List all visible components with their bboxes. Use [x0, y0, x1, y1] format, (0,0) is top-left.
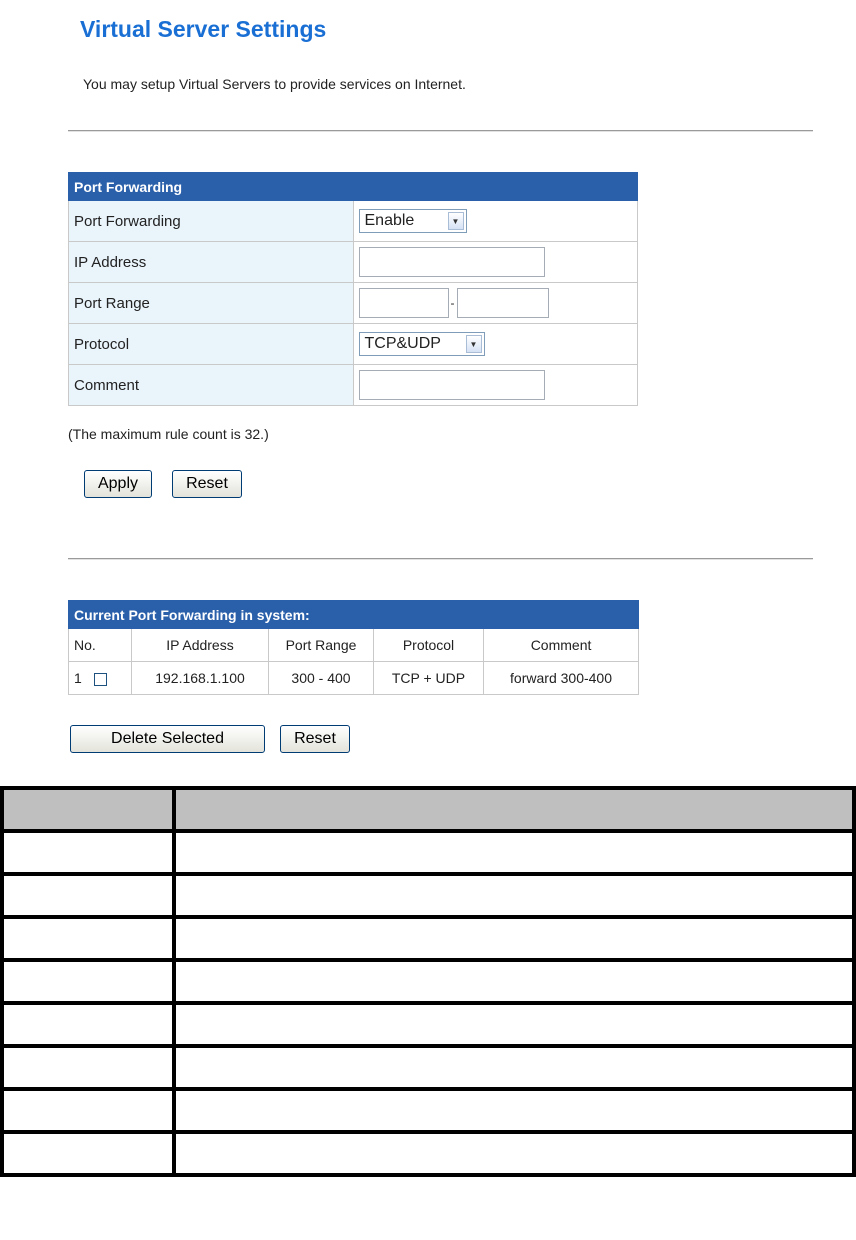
- grid-row: [2, 831, 854, 874]
- port-range-to-input[interactable]: [457, 288, 549, 318]
- chevron-down-icon[interactable]: ▼: [466, 335, 482, 353]
- row-port-forwarding: [69, 201, 638, 242]
- port-range-label: Port Range: [69, 283, 354, 324]
- grid-row: [2, 917, 854, 960]
- grid-header-row: [2, 788, 854, 831]
- column-header-no: No.: [69, 629, 132, 662]
- grid-row: [2, 1003, 854, 1046]
- port-forwarding-table: [68, 172, 638, 406]
- row-ip-address: [69, 242, 638, 283]
- port-forwarding-label: Port Forwarding: [69, 201, 354, 242]
- grid-row: [2, 874, 854, 917]
- grid-row: [2, 1046, 854, 1089]
- row-protocol: [69, 324, 638, 365]
- column-headers: [69, 629, 639, 662]
- table-row: [69, 662, 639, 695]
- grid-cell: [2, 917, 174, 960]
- column-header-comment: Comment: [484, 629, 639, 662]
- grid-cell: [174, 1132, 854, 1175]
- port-range-separator: -: [450, 296, 455, 310]
- row-port-range: 300 - 400: [269, 662, 374, 695]
- current-port-forwarding-table: [68, 600, 639, 695]
- grid-cell: [174, 1089, 854, 1132]
- chevron-down-icon[interactable]: ▼: [448, 212, 464, 230]
- protocol-label: Protocol: [69, 324, 354, 365]
- row-comment: forward 300-400: [484, 662, 639, 695]
- grid-cell: [2, 1046, 174, 1089]
- row-ip-address: 192.168.1.100: [132, 662, 269, 695]
- row-select-checkbox[interactable]: [94, 673, 107, 686]
- column-header-ip-address: IP Address: [132, 629, 269, 662]
- row-comment: [69, 365, 638, 406]
- port-forwarding-select[interactable]: [359, 209, 467, 233]
- grid-cell: [2, 1003, 174, 1046]
- grid-cell: [174, 1046, 854, 1089]
- description-grid: [0, 786, 856, 1177]
- grid-cell: [2, 831, 174, 874]
- grid-cell: [2, 874, 174, 917]
- port-range-from-input[interactable]: [359, 288, 449, 318]
- row-port-range: [69, 283, 638, 324]
- grid-cell: [174, 831, 854, 874]
- ip-address-label: IP Address: [69, 242, 354, 283]
- grid-cell: [174, 960, 854, 1003]
- port-forwarding-header: Port Forwarding: [69, 173, 638, 201]
- current-table-header: Current Port Forwarding in system:: [69, 601, 639, 629]
- grid-row: [2, 960, 854, 1003]
- apply-button[interactable]: Apply: [84, 470, 152, 498]
- grid-cell: [2, 1089, 174, 1132]
- grid-cell: [2, 960, 174, 1003]
- ip-address-input[interactable]: [359, 247, 545, 277]
- divider-middle: [68, 558, 813, 560]
- protocol-select-value: TCP&UDP: [364, 335, 441, 352]
- grid-header-cell: [174, 788, 854, 831]
- protocol-select[interactable]: [359, 332, 485, 356]
- row-number: 1: [74, 670, 82, 686]
- reset-button[interactable]: Reset: [172, 470, 242, 498]
- column-header-port-range: Port Range: [269, 629, 374, 662]
- row-protocol: TCP + UDP: [374, 662, 484, 695]
- grid-cell: [174, 917, 854, 960]
- grid-cell: [2, 1132, 174, 1175]
- comment-input[interactable]: [359, 370, 545, 400]
- delete-selected-button[interactable]: Delete Selected: [70, 725, 265, 753]
- grid-row: [2, 1089, 854, 1132]
- comment-label: Comment: [69, 365, 354, 406]
- grid-header-cell: [2, 788, 174, 831]
- page-description: You may setup Virtual Servers to provide services on Internet.: [83, 76, 466, 92]
- grid-cell: [174, 1003, 854, 1046]
- max-rule-note: (The maximum rule count is 32.): [68, 426, 269, 442]
- column-header-protocol: Protocol: [374, 629, 484, 662]
- divider-top: [68, 130, 813, 132]
- grid-row: [2, 1132, 854, 1175]
- reset-list-button[interactable]: Reset: [280, 725, 350, 753]
- port-forwarding-select-value: Enable: [364, 212, 415, 229]
- grid-cell: [174, 874, 854, 917]
- page-title: Virtual Server Settings: [80, 16, 327, 42]
